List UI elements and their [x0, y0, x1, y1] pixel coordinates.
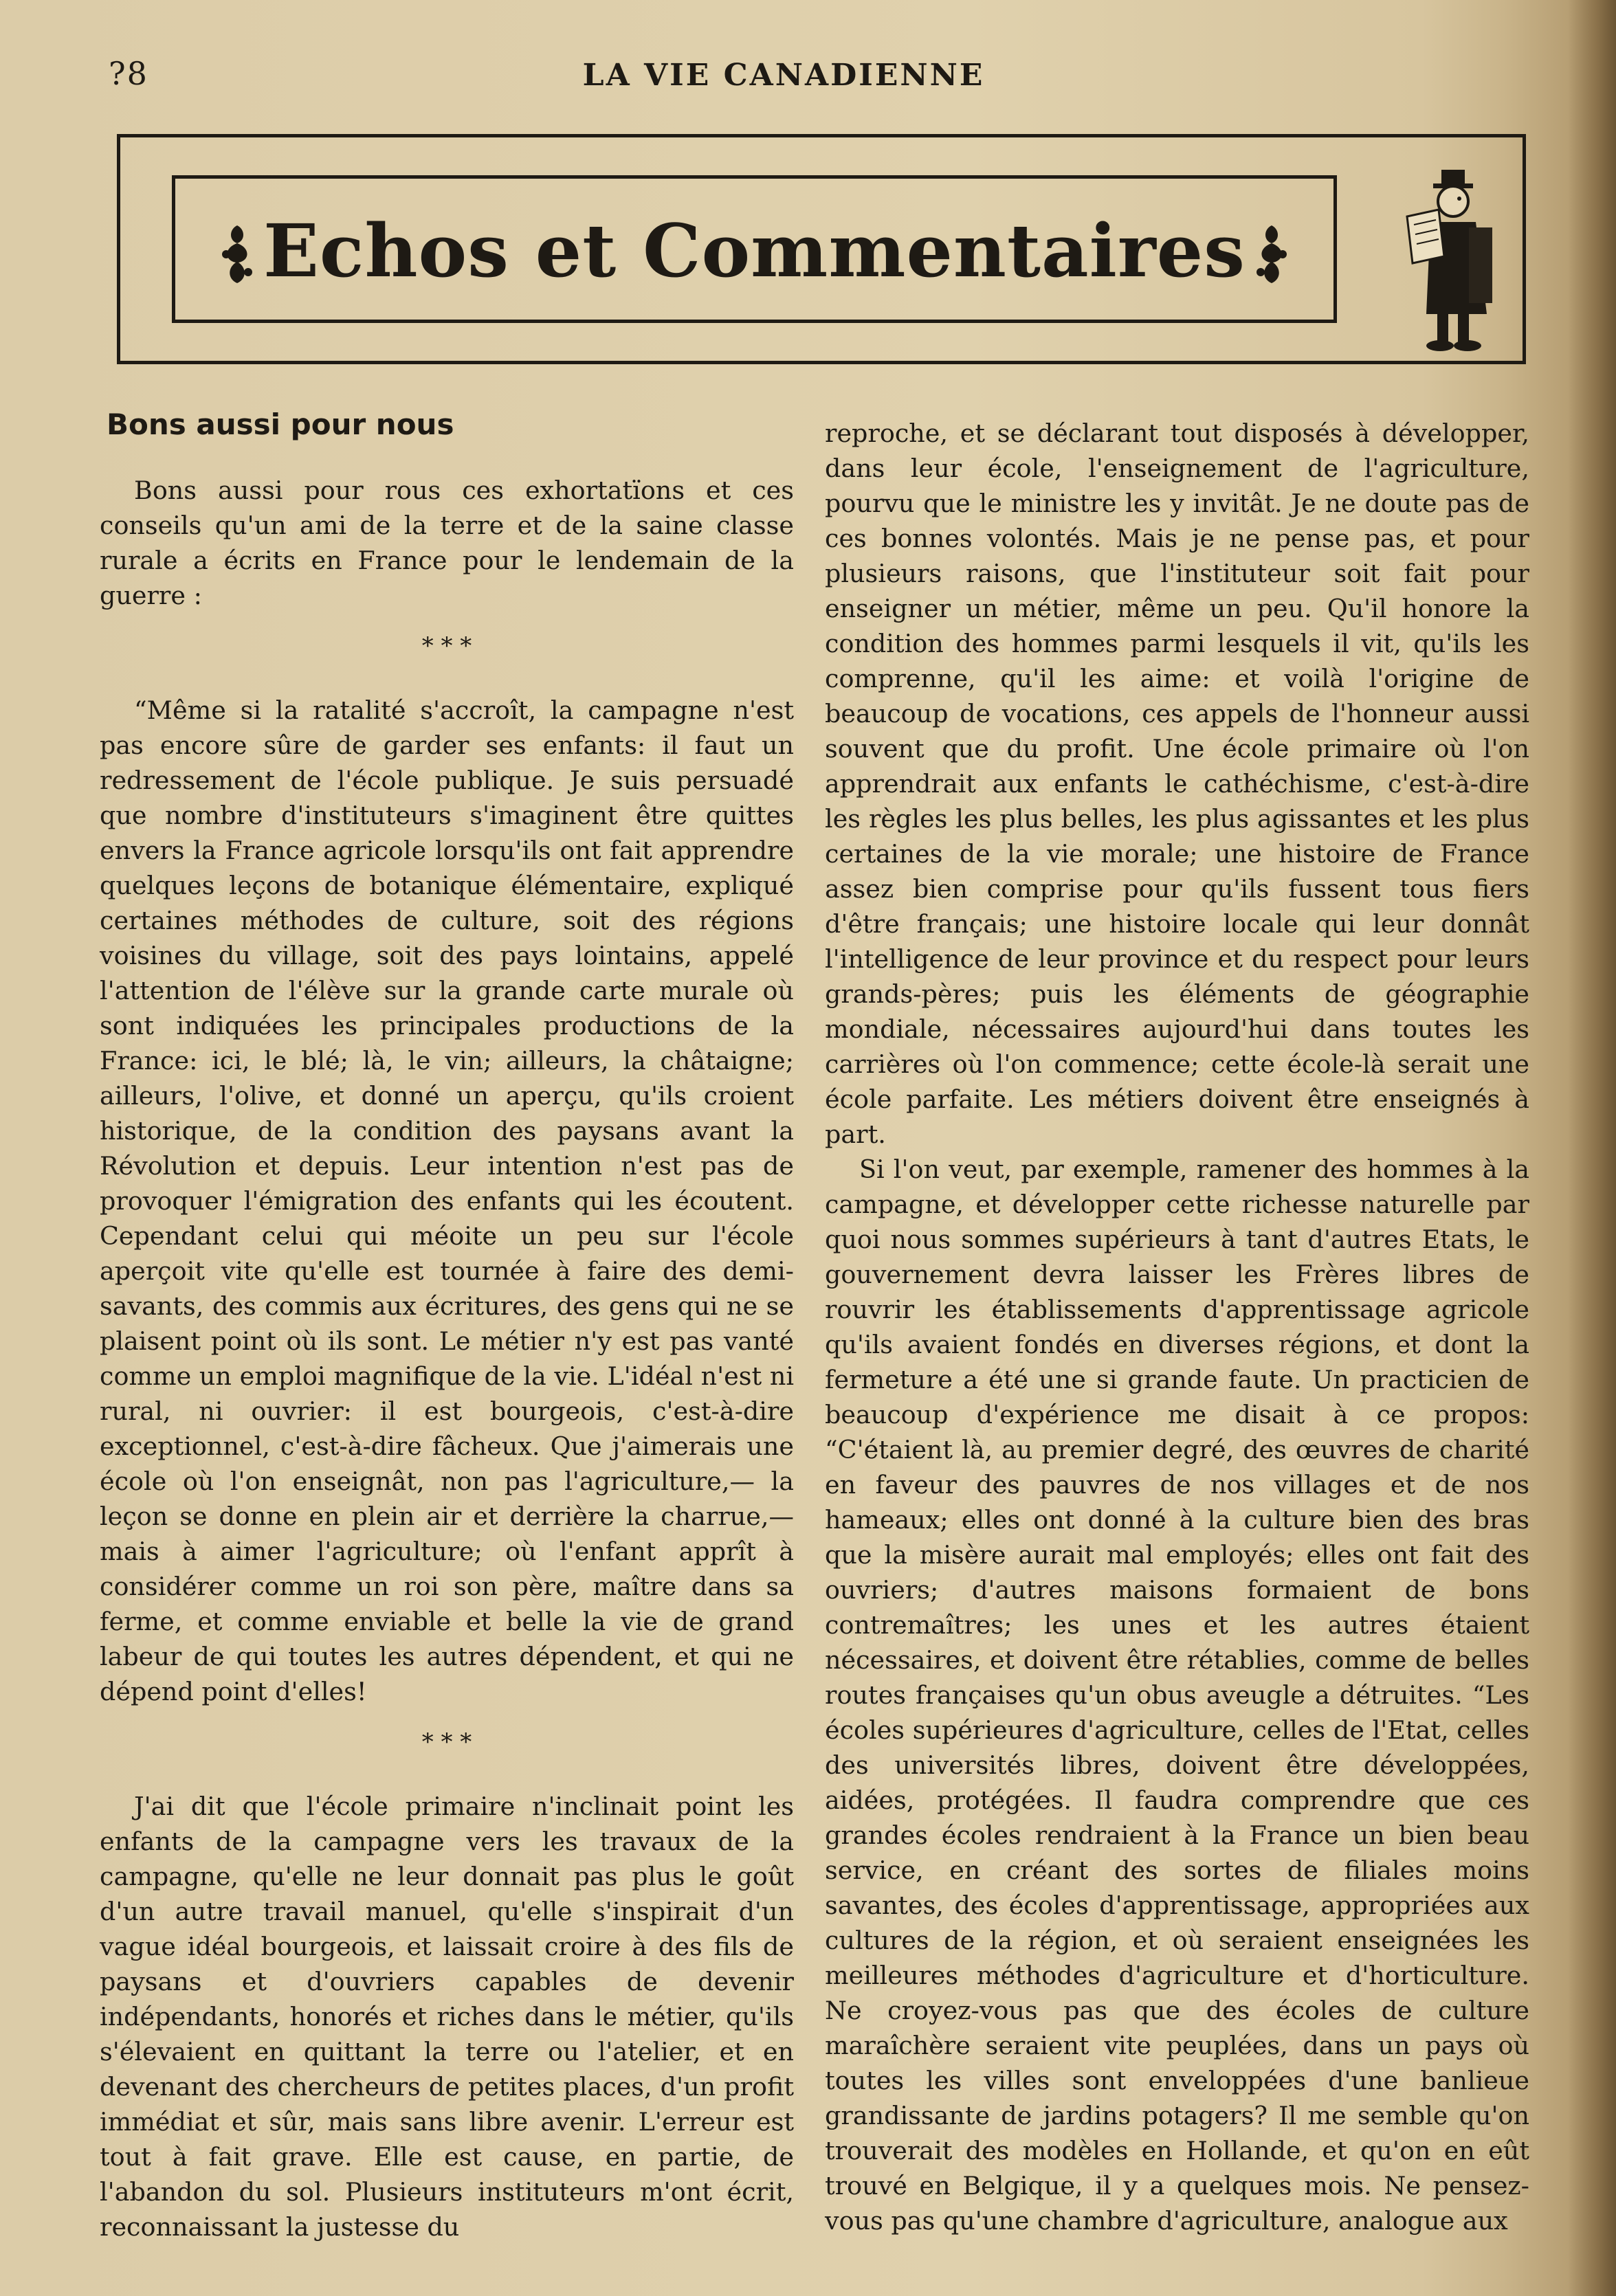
asterism-divider: * * * — [421, 632, 472, 660]
article-heading: Bons aussi pour nous — [107, 408, 454, 441]
left-text-column — [100, 405, 794, 2244]
right-text-column — [825, 416, 1529, 2238]
section-title: Echos et Commentaires — [263, 208, 1246, 293]
running-header — [103, 55, 1464, 103]
asterism-divider-2: * * * — [421, 1728, 472, 1756]
body-paragraph-3: Si l'on veut, par exemple, ramener des hommes à la campagne, et développer cette richesse naturelle par quoi nous sommes supérieurs à tant d'autres Etats, le gouvernement devra laisser les Frères libres de rouvrir les établissements d'apprentissage agricole qu'ils avaient fondés en diverses régions, et dont la fermeture a été une si grande faute. Un practicien de beaucoup d'expérience me disait à ce propos: “C'étaient là, au premier degré, des œuvres de charité en faveur des pauvres de nos villages et de nos hameaux; elles ont donné à la culture bien des bras que la misère aurait mal employés; elles ont fait des ouvriers; d'autres maisons formaient de bons contremaîtres; les unes et les autres étaient nécessaires, et doivent être rétablies, comme de belles routes françaises qu'un obus aveugle a détruites. “Les écoles supérieures d'agriculture, celles de l'Etat, celles des universités libres, doivent être développées, aidées, protégées. Il faudra comprendre que ces grandes écoles rendraient à la France un bien beau service, en créant des sortes de filiales moins savantes, des écoles d'apprentissage, appropriées aux cultures de la région, et où seraient enseignées les meilleures méthodes d'agriculture et d'horticulture. Ne croyez-vous pas que des écoles de culture maraîchère seraient vite peuplées, dans un pays où toutes les villes sont enveloppées d'une banlieue grandissante de jardins potagers? Il me semble qu'on trouverait des modèles en Hollande, et qu'on en eût trouvé en Belgique, il y a quelques mois. Ne pensez-vous pas qu'une chambre d'agriculture, analogue aux — [825, 1155, 1529, 2236]
body-paragraph-2-continued: reproche, et se déclarant tout disposés à développer, dans leur école, l'enseignement de l'agriculture, pourvu que le ministre les y invitât. Je ne doute pas de ces bonnes volontés. Mais je ne pense pas, et pour plusieurs raisons, que l'instituteur soit fait pour enseigner un métier, même un peu. Qu'il honore la condition des hommes parmi lesquels il vit, qu'ils les comprenne, qu'il les aime: et voilà l'origine de beaucoup de vocations, ces appels de l'honneur aussi souvent que du profit. Une école primaire où l'on apprendrait aux enfants le cathéchisme, c'est-à-dire les règles les plus belles, les plus agissantes et les plus certaines de la vie morale; une histoire de France assez bien comprise pour qu'ils fussent tous fiers d'être français; une histoire locale qui leur donnât l'intelligence de leur province et du respect pour leurs grands-pères; puis les éléments de géographie mondiale, nécessaires aujourd'hui dans toutes les carrières où l'on commence; cette école-là serait une école parfaite. Les métiers doivent être enseignés à part. — [825, 419, 1529, 1149]
quote-paragraph: “Même si la ratalité s'accroît, la campagne n'est pas encore sûre de garder ses enfants: il faut un redressement de l'école publique. Je suis persuadé que nombre d'instituteurs s'imaginent être quittes envers la France agricole lorsqu'ils ont fait apprendre quelques leçons de botanique élémentaire, expliqué certaines méthodes de culture, soit des régions voisines du village, soit des pays lointains, appelé l'attention de l'élève sur la grande carte murale où sont indiquées les principales productions de la France: ici, le blé; là, le vin; ailleurs, la châtaigne; ailleurs, l'olive, et donné un aperçu, qu'ils croient historique, de la condition des paysans avant la Révolution et depuis. Leur intention n'est pas de provoquer l'émigration des enfants qui les écoutent. Cependant celui qui méoite un peu sur l'école aperçoit vite qu'elle est tournée à faire des demi-savants, des commis aux écritures, des gens qui ne se plaisent point où ils sont. Le métier n'y est pas vanté comme un emploi magnifique de la vie. L'idéal n'est ni rural, ni ouvrier: il est bourgeois, c'est-à-dire exceptionnel, c'est-à-dire fâcheux. Que j'aimerais une école où l'on enseignât, non pas l'agriculture,— la leçon se donne en plein air et derrière la charrue,— mais à aimer l'agriculture; où l'enfant apprît à considérer comme un roi son père, maître dans sa ferme, et comme enviable et belle la vie de grand labeur de qui toutes les autres dépendent, et qui ne dépend point d'elles! — [100, 695, 794, 1706]
banner-title-frame — [172, 175, 1337, 323]
newsboy-reading-newspaper-icon — [1406, 168, 1495, 354]
page-spine-shadow — [1568, 0, 1616, 2296]
body-paragraph-2: J'ai dit que l'école primaire n'inclinait point les enfants de la campagne vers les travaux de la campagne, qu'elle ne leur donnait pas plus le goût d'un autre travail manuel, qu'elle s'inspirait d'un vague idéal bourgeois, et laissait croire à des fils de paysans et d'ouvriers capables de devenir indépendants, honorés et riches dans le métier, qu'ils s'élevaient en quittant la terre ou l'atelier, et en devenant des chercheurs de petites places, d'un profit immédiat et sûr, mais sans libre avenir. L'erreur est tout à fait grave. Elle est cause, en partie, de l'abandon du sol. Plusieurs instituteurs m'ont écrit, reconnaissant la justesse du — [100, 1792, 794, 2242]
intro-paragraph: Bons aussi pour rous ces exhortatïons et ces conseils qu'un ami de la terre et de la saine classe rurale a écrits en France pour le lendemain de la guerre : — [100, 476, 794, 610]
page-number: ?8 — [109, 55, 148, 92]
fleur-ornament-icon — [1251, 220, 1292, 289]
section-banner — [117, 134, 1526, 364]
journal-title: LA VIE CANADIENNE — [582, 58, 985, 93]
